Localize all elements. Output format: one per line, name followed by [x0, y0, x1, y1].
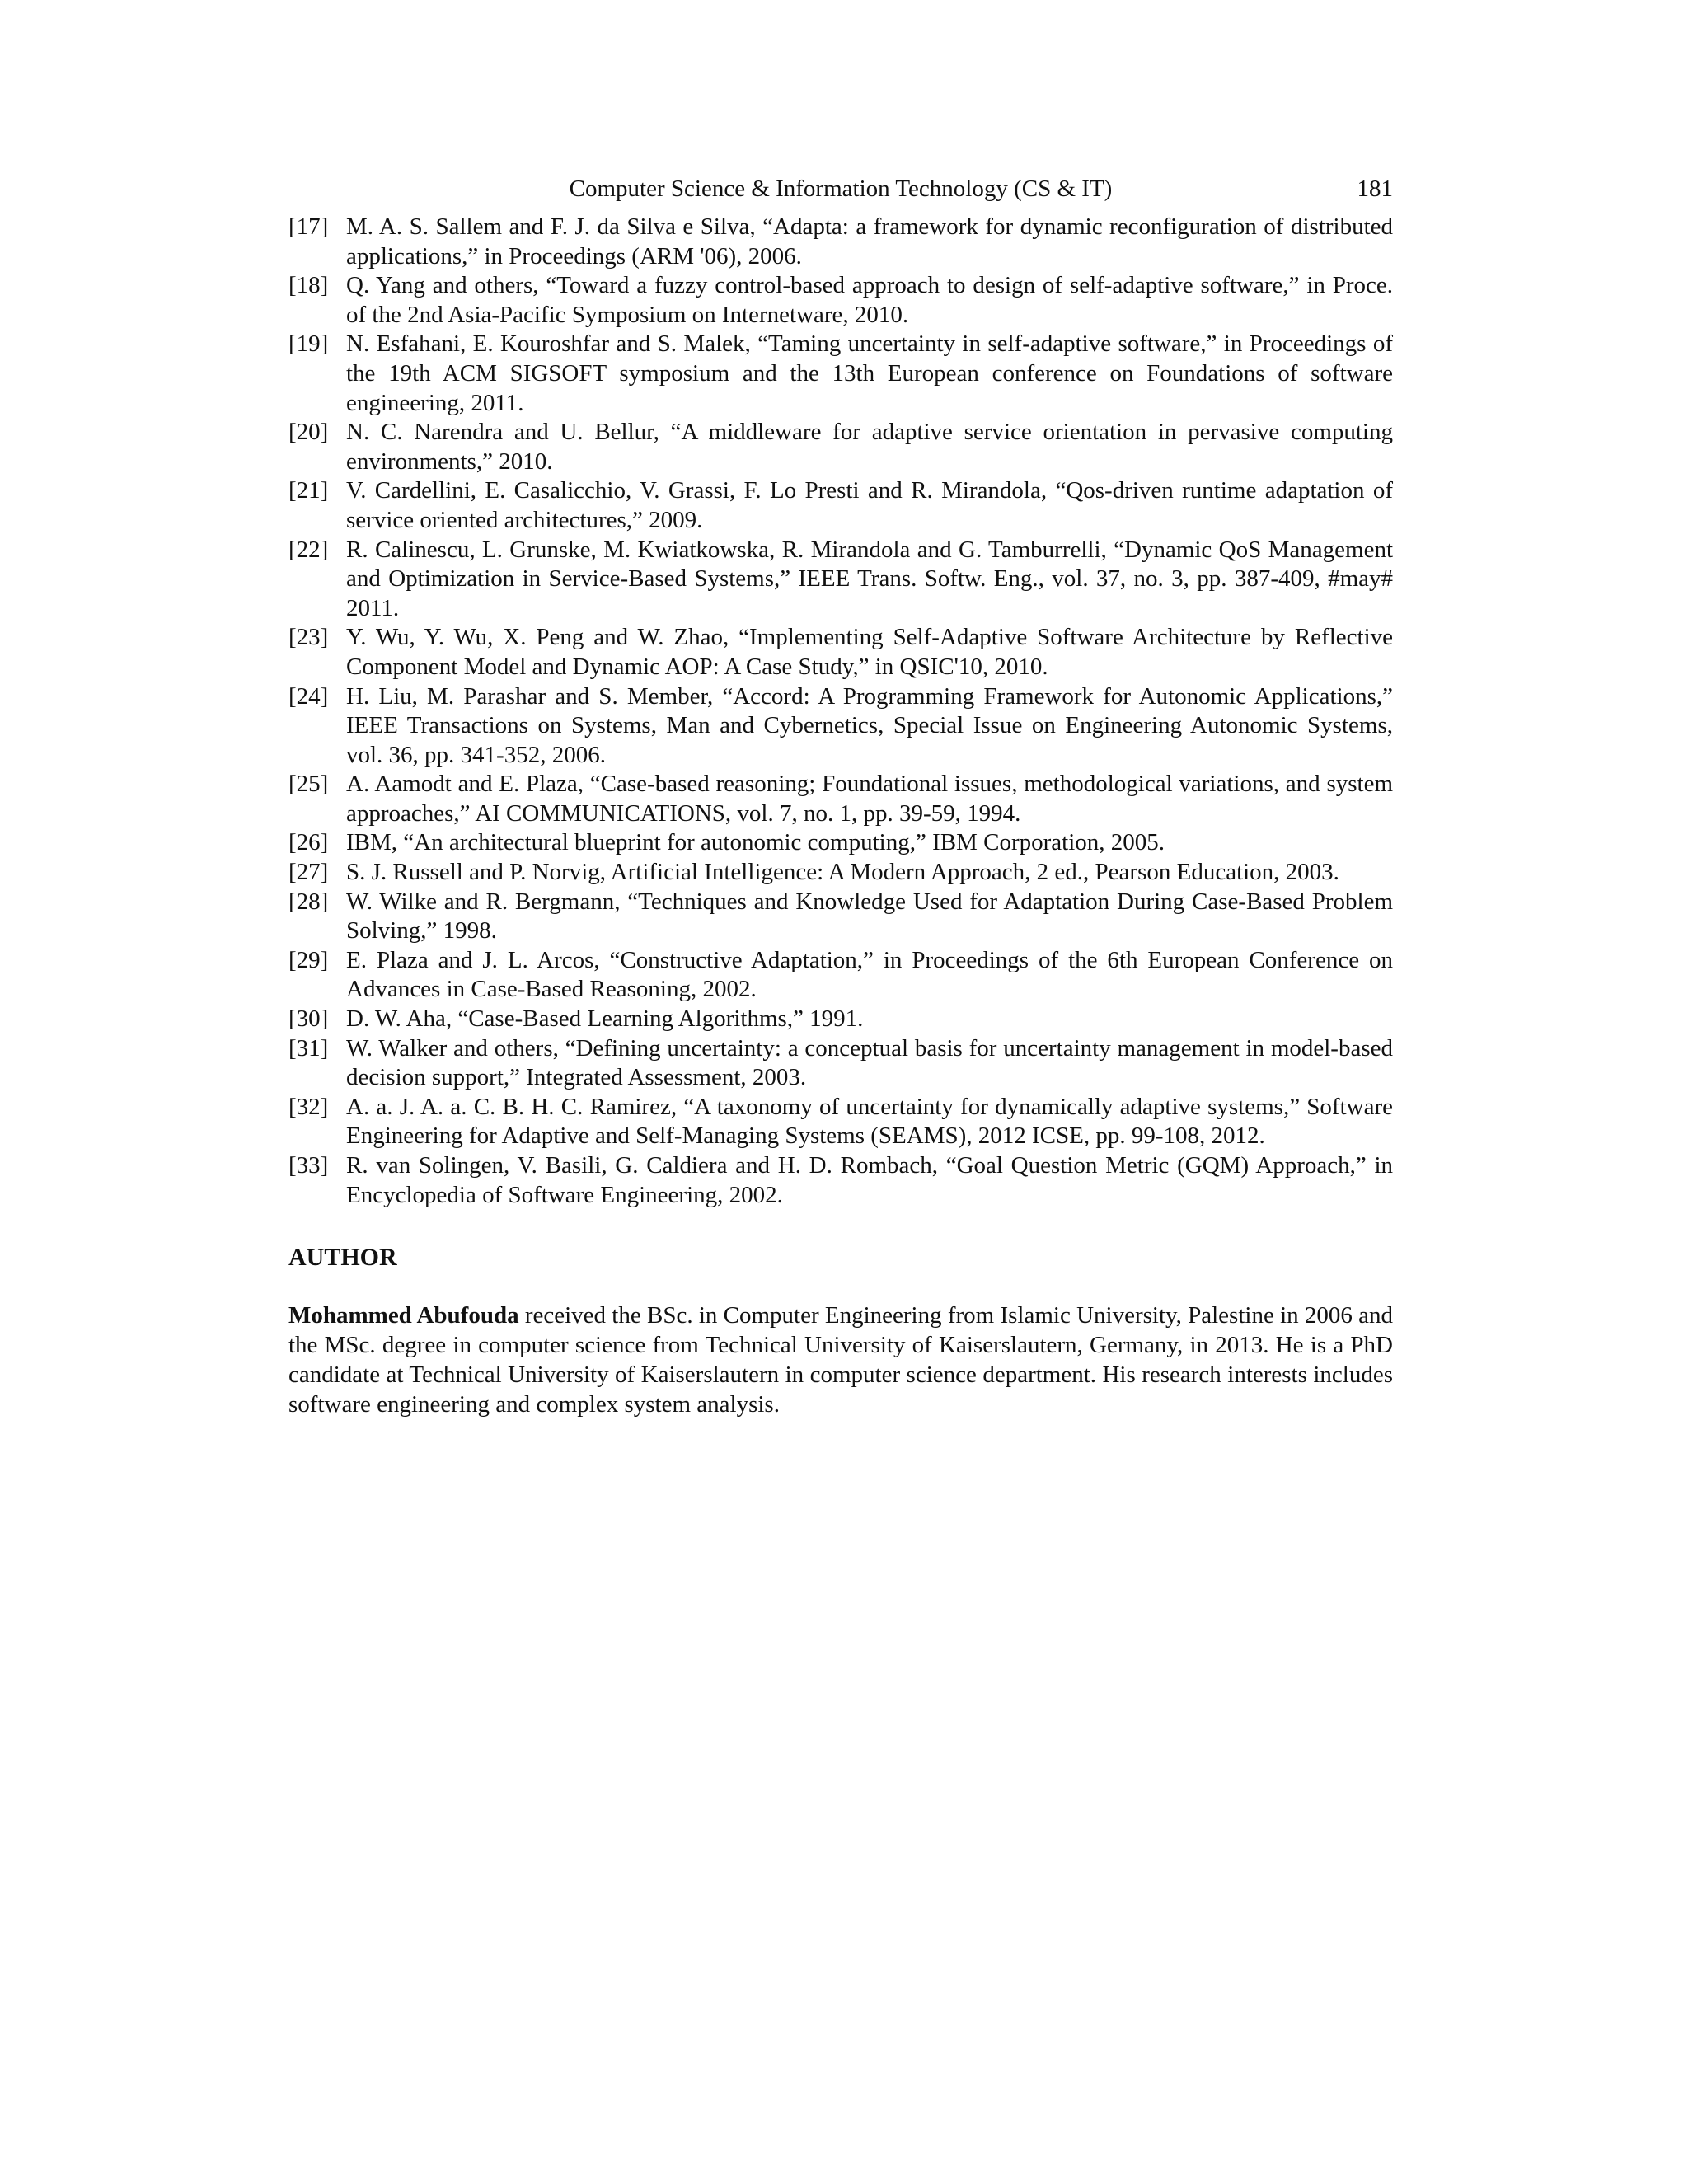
reference-item — [288, 888, 1393, 946]
reference-item — [288, 828, 1393, 858]
reference-number: [29] — [288, 946, 329, 973]
reference-number: [25] — [288, 771, 329, 798]
reference-text: E. Plaza and J. L. Arcos, “Constructive Adaptation,” in Proceedings of the 6th European Conference on Advances in Case-Based Reasoning, 2002. — [346, 946, 1393, 1003]
author-bio — [288, 1301, 1393, 1419]
reference-item — [288, 1034, 1393, 1093]
reference-text: W. Wilke and R. Bergmann, “Techniques and Knowledge Used for Adaptation During Case-Based Problem Solving,” 1998. — [346, 888, 1393, 944]
reference-text: W. Walker and others, “Defining uncertainty: a conceptual basis for uncertainty management in model-based decision support,” Integrated Assessment, 2003. — [346, 1034, 1393, 1091]
reference-text: D. W. Aha, “Case-Based Learning Algorithms,” 1991. — [346, 1005, 864, 1033]
reference-number: [18] — [288, 272, 329, 299]
reference-number: [30] — [288, 1005, 329, 1033]
reference-number: [32] — [288, 1093, 329, 1120]
reference-number: [23] — [288, 624, 329, 651]
reference-text: IBM, “An architectural blueprint for autonomic computing,” IBM Corporation, 2005. — [346, 829, 1165, 856]
reference-item — [288, 476, 1393, 535]
author-heading: AUTHOR — [288, 1244, 397, 1272]
reference-number: [28] — [288, 888, 329, 915]
journal-title: Computer Science & Information Technology (CS & IT) — [569, 176, 1113, 202]
page-number: 181 — [1357, 176, 1393, 202]
reference-text: A. a. J. A. a. C. B. H. C. Ramirez, “A taxonomy of uncertainty for dynamically adaptive systems,” Software Engineering for Adaptive and Self-Managing Systems (SEAMS), 2012 ICSE, pp. 99-108, 2012. — [346, 1093, 1393, 1150]
reference-item — [288, 330, 1393, 418]
reference-number: [33] — [288, 1152, 329, 1179]
reference-number: [27] — [288, 859, 329, 886]
reference-text: N. Esfahani, E. Kouroshfar and S. Malek, “Taming uncertainty in self-adaptive software,” in Proceedings of the 19th ACM SIGSOFT symposium and the 13th European conference on Foundations of software engineering, 2011. — [346, 330, 1393, 416]
reference-number: [31] — [288, 1034, 329, 1062]
reference-text: V. Cardellini, E. Casalicchio, V. Grassi, F. Lo Presti and R. Mirandola, “Qos-driven runtime adaptation of service oriented architectures,” 2009. — [346, 477, 1393, 533]
reference-item — [288, 536, 1393, 624]
reference-number: [22] — [288, 536, 329, 563]
running-header — [288, 169, 1393, 209]
reference-text: N. C. Narendra and U. Bellur, “A middleware for adaptive service orientation in pervasive computing environments,” 2010. — [346, 419, 1393, 475]
reference-list — [288, 213, 1393, 1210]
reference-item — [288, 1093, 1393, 1151]
reference-item — [288, 858, 1393, 888]
reference-text: S. J. Russell and P. Norvig, Artificial Intelligence: A Modern Approach, 2 ed., Pearson Education, 2003. — [346, 859, 1339, 886]
reference-text: H. Liu, M. Parashar and S. Member, “Accord: A Programming Framework for Autonomic Applications,” IEEE Transactions on Systems, Man and Cybernetics, Special Issue on Engineering Autonomic Systems, vol. 36, pp. 341-352, 2006. — [346, 682, 1393, 768]
reference-number: [26] — [288, 829, 329, 856]
reference-text: Q. Yang and others, “Toward a fuzzy control-based approach to design of self-adaptive software,” in Proce. of the 2nd Asia-Pacific Symposium on Internetware, 2010. — [346, 272, 1393, 328]
reference-text: R. van Solingen, V. Basili, G. Caldiera and H. D. Rombach, “Goal Question Metric (GQM) Approach,” in Encyclopedia of Software Engineering, 2002. — [346, 1152, 1393, 1208]
author-bio-text: received the BSc. in Computer Engineering from Islamic University, Palestine in 2006 and the MSc. degree in computer science from Technical University of Kaiserslautern, Germany, in 2013. He is a PhD candidate at Technical University of Kaiserslautern in computer science department. His research interests includes software engineering and complex system analysis. — [288, 1302, 1394, 1418]
reference-item — [288, 946, 1393, 1005]
reference-item — [288, 770, 1393, 828]
reference-number: [19] — [288, 330, 329, 358]
reference-number: [21] — [288, 477, 329, 504]
reference-number: [17] — [288, 213, 329, 240]
reference-text: A. Aamodt and E. Plaza, “Case-based reasoning; Foundational issues, methodological variations, and system approaches,” AI COMMUNICATIONS, vol. 7, no. 1, pp. 39-59, 1994. — [346, 771, 1393, 827]
reference-number: [24] — [288, 682, 329, 710]
reference-item — [288, 1151, 1393, 1210]
reference-item — [288, 213, 1393, 271]
reference-text: Y. Wu, Y. Wu, X. Peng and W. Zhao, “Implementing Self-Adaptive Software Architecture by Reflective Component Model and Dynamic AOP: A Case Study,” in QSIC'10, 2010. — [346, 624, 1393, 680]
reference-item — [288, 418, 1393, 476]
reference-item — [288, 682, 1393, 771]
reference-item — [288, 1005, 1393, 1034]
reference-number: [20] — [288, 419, 329, 446]
reference-item — [288, 271, 1393, 330]
author-name: Mohammed Abufouda — [288, 1302, 519, 1329]
page — [288, 169, 1393, 1443]
reference-text: M. A. S. Sallem and F. J. da Silva e Silva, “Adapta: a framework for dynamic reconfiguration of distributed applications,” in Proceedings (ARM '06), 2006. — [346, 213, 1393, 269]
reference-text: R. Calinescu, L. Grunske, M. Kwiatkowska, R. Mirandola and G. Tamburrelli, “Dynamic QoS Management and Optimization in Service-Based Systems,” IEEE Trans. Softw. Eng., vol. 37, no. 3, pp. 387-409, #may# 2011. — [346, 536, 1393, 621]
reference-item — [288, 623, 1393, 682]
